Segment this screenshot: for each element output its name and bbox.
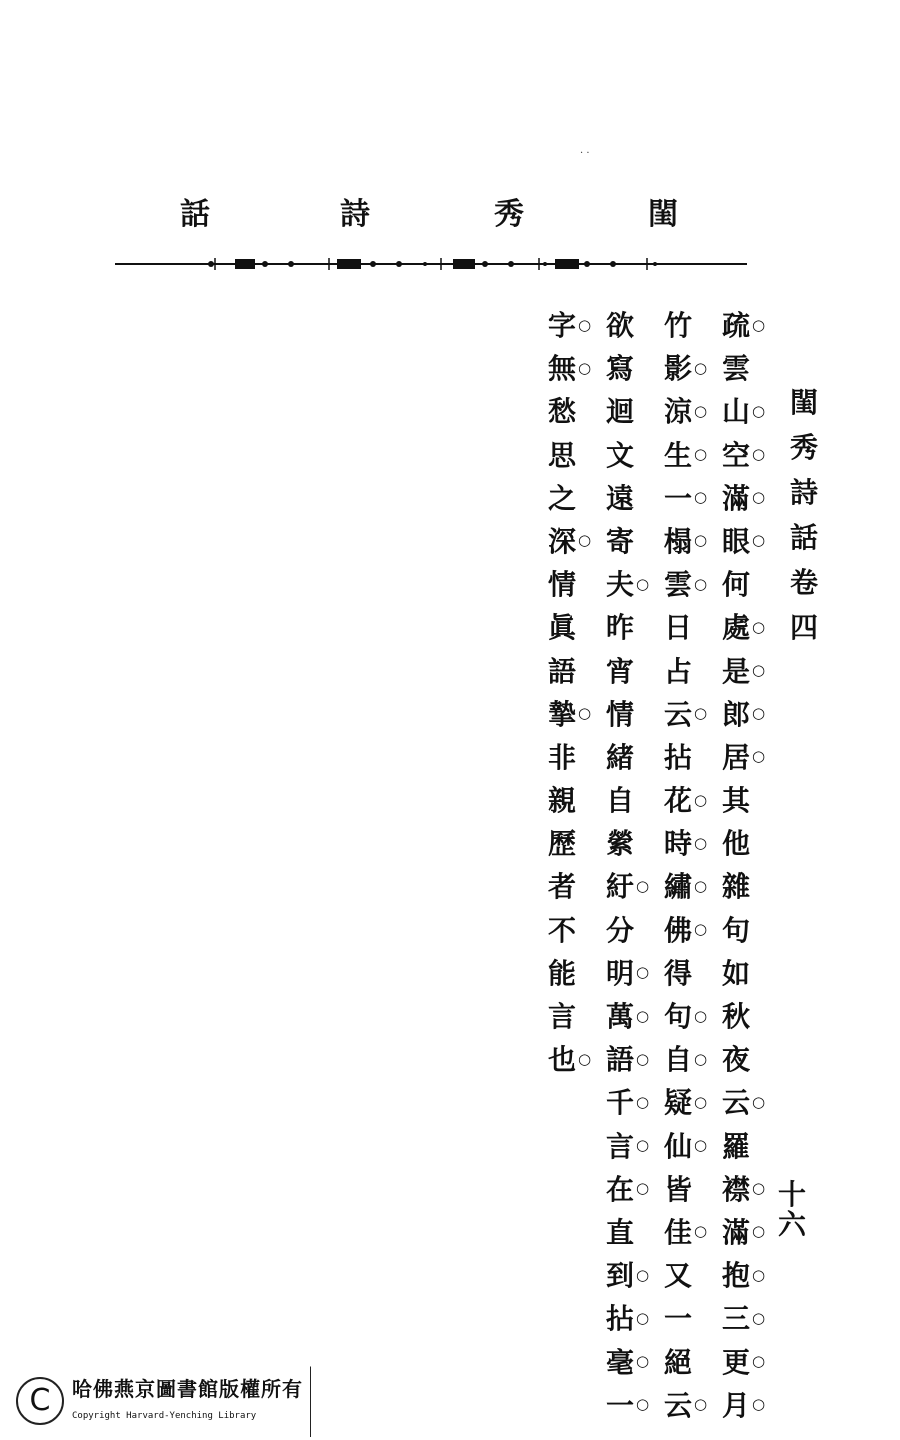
column-char: 榻 ○	[664, 524, 708, 558]
column-char: 疑 ○	[664, 1086, 708, 1120]
column-char: 佳 ○	[664, 1215, 708, 1249]
punctuation-circle-icon: ○	[752, 1179, 766, 1198]
column-char: 月 ○	[722, 1388, 766, 1422]
column-char: 如	[722, 956, 751, 990]
punctuation-circle-icon: ○	[752, 661, 766, 679]
column-char: 字 ○	[548, 309, 592, 342]
punctuation-circle-icon: ○	[636, 1006, 650, 1025]
punctuation-circle-icon: ○	[694, 790, 708, 809]
column-char: 居 ○	[722, 740, 766, 774]
punctuation-circle-icon: ○	[636, 1265, 650, 1284]
punctuation-circle-icon: ○	[752, 704, 766, 723]
column-char: 滿 ○	[722, 1215, 766, 1249]
column-char: 萬 ○	[606, 1000, 650, 1033]
column-char: 空 ○	[722, 438, 766, 472]
column-char: 無 ○	[548, 352, 592, 386]
column-char: 之	[548, 481, 577, 515]
copyright-owner: 哈佛燕京圖書館版權所有	[72, 1377, 303, 1401]
column-char: 者	[548, 870, 577, 904]
punctuation-circle-icon: ○	[752, 315, 766, 334]
copyright-symbol-icon: C	[16, 1377, 64, 1425]
punctuation-circle-icon: ○	[752, 401, 766, 420]
punctuation-circle-icon: ○	[694, 1092, 708, 1111]
punctuation-circle-icon: ○	[578, 1049, 592, 1068]
header-char-1: 話	[180, 197, 210, 232]
column-char: 情	[606, 697, 635, 731]
column-char: 一	[664, 1302, 693, 1336]
copyright-notice: Copyright Harvard-Yenching Library	[72, 1411, 257, 1421]
column-char: 三 ○	[722, 1302, 766, 1336]
volume-label	[790, 380, 818, 650]
punctuation-circle-icon: ○	[694, 401, 708, 420]
column-char: 抱 ○	[722, 1259, 766, 1293]
label-char: 閨	[790, 386, 819, 419]
column-char: 涼 ○	[664, 395, 708, 429]
column-char: 宵	[606, 654, 635, 688]
column-char: 一 ○	[606, 1388, 650, 1422]
column-char: 語 ○	[606, 1043, 650, 1077]
punctuation-circle-icon: ○	[636, 963, 650, 982]
punctuation-circle-icon: ○	[752, 1265, 766, 1284]
column-char: 仙 ○	[664, 1129, 708, 1163]
punctuation-circle-icon: ○	[578, 358, 592, 377]
column-char: 語	[548, 654, 577, 688]
header-char-4: 閨	[648, 197, 678, 232]
column-char: 句	[722, 913, 751, 947]
column-char: 千 ○	[606, 1086, 650, 1120]
punctuation-circle-icon: ○	[752, 1092, 766, 1111]
column-char: 愁	[548, 395, 577, 429]
punctuation-circle-icon: ○	[694, 833, 708, 852]
text-column-2	[664, 304, 707, 1427]
punctuation-circle-icon: ○	[636, 876, 650, 895]
column-char: 雲	[722, 352, 751, 386]
column-char: 皆	[664, 1172, 693, 1206]
punctuation-circle-icon: ○	[578, 704, 592, 723]
punctuation-circle-icon: ○	[694, 574, 708, 593]
column-char: 毫 ○	[606, 1345, 650, 1379]
page-number-char: 六	[778, 1208, 807, 1241]
label-char: 話	[790, 521, 819, 554]
punctuation-circle-icon: ○	[636, 1352, 650, 1370]
label-char: 四	[790, 611, 819, 644]
column-char: 影 ○	[664, 352, 708, 386]
column-char: 襟 ○	[722, 1172, 766, 1206]
punctuation-circle-icon: ○	[752, 747, 766, 766]
page-number	[778, 1180, 806, 1240]
label-char: 卷	[790, 566, 819, 599]
column-char: 拈	[664, 740, 693, 774]
punctuation-circle-icon: ○	[752, 531, 766, 550]
punctuation-circle-icon: ○	[694, 1395, 708, 1414]
punctuation-circle-icon: ○	[636, 1308, 650, 1327]
column-char: 不	[548, 913, 577, 947]
column-char: 分	[606, 913, 635, 947]
column-char: 紆 ○	[606, 870, 650, 904]
column-char: 雲 ○	[664, 568, 708, 602]
punctuation-circle-icon: ○	[694, 876, 708, 895]
column-char: 文	[606, 438, 635, 472]
punctuation-circle-icon: ○	[636, 574, 650, 593]
column-char: 雜	[722, 870, 751, 904]
column-char: 羅	[722, 1129, 751, 1163]
column-char: 山 ○	[722, 395, 766, 429]
column-char: 寄	[606, 524, 635, 558]
column-char: 能	[548, 956, 577, 990]
column-char: 疏 ○	[722, 309, 766, 342]
punctuation-circle-icon: ○	[636, 1092, 650, 1111]
column-char: 繡 ○	[664, 870, 708, 904]
column-char: 寫	[606, 352, 635, 386]
column-char: 云 ○	[664, 1388, 708, 1422]
text-column-1	[722, 304, 765, 1427]
column-char: 花 ○	[664, 784, 708, 818]
column-char: 拈 ○	[606, 1302, 650, 1336]
column-char: 自	[606, 784, 635, 818]
text-column-3	[606, 304, 649, 1427]
page-specks: · ·	[580, 148, 590, 159]
column-char: 滿 ○	[722, 481, 766, 515]
column-char: 他	[722, 827, 751, 861]
column-char: 思	[548, 438, 577, 472]
column-char: 自 ○	[664, 1043, 708, 1077]
column-char: 又	[664, 1259, 693, 1293]
column-char: 到 ○	[606, 1259, 650, 1293]
column-char: 直	[606, 1215, 635, 1249]
punctuation-circle-icon: ○	[694, 704, 708, 723]
column-char: 竹	[664, 309, 693, 342]
column-char: 得	[664, 956, 693, 990]
punctuation-circle-icon: ○	[636, 1395, 650, 1414]
punctuation-circle-icon: ○	[636, 1179, 650, 1198]
column-char: 眼 ○	[722, 524, 766, 558]
column-char: 秋	[722, 1000, 751, 1033]
header-ornament-rule	[115, 256, 747, 272]
column-char: 生 ○	[664, 438, 708, 472]
column-char: 日	[664, 611, 693, 645]
header-char-3: 秀	[494, 197, 524, 232]
column-char: 遠	[606, 481, 635, 515]
punctuation-circle-icon: ○	[694, 1222, 708, 1241]
punctuation-circle-icon: ○	[752, 488, 766, 507]
punctuation-circle-icon: ○	[694, 531, 708, 550]
copyright-stamp	[12, 1366, 311, 1437]
column-char: 夜	[722, 1043, 751, 1077]
punctuation-circle-icon: ○	[694, 1006, 708, 1025]
column-char: 郎 ○	[722, 697, 766, 731]
punctuation-circle-icon: ○	[752, 1308, 766, 1327]
column-char: 縈	[606, 827, 635, 861]
column-char: 非	[548, 740, 577, 774]
column-char: 眞	[548, 611, 577, 645]
column-char: 佛 ○	[664, 913, 708, 947]
column-char: 迴	[606, 395, 635, 429]
punctuation-circle-icon: ○	[694, 1049, 708, 1068]
punctuation-circle-icon: ○	[636, 1049, 650, 1068]
column-char: 在 ○	[606, 1172, 650, 1206]
column-char: 歷	[548, 827, 577, 861]
column-char: 處 ○	[722, 611, 766, 645]
column-char: 何	[722, 568, 751, 602]
column-char: 句 ○	[664, 1000, 708, 1033]
column-char: 昨	[606, 611, 635, 645]
column-char: 言	[548, 1000, 577, 1033]
column-char: 時 ○	[664, 827, 708, 861]
punctuation-circle-icon: ○	[752, 1222, 766, 1241]
column-char: 欲	[606, 309, 635, 342]
punctuation-circle-icon: ○	[578, 531, 592, 550]
column-char: 緒	[606, 740, 635, 774]
column-char: 深 ○	[548, 524, 592, 558]
column-char: 是 ○	[722, 654, 766, 688]
column-char: 親	[548, 784, 577, 818]
column-char: 一 ○	[664, 481, 708, 515]
column-char: 言 ○	[606, 1129, 650, 1163]
punctuation-circle-icon: ○	[694, 445, 708, 464]
text-column-4	[548, 304, 591, 1081]
column-char: 摯 ○	[548, 697, 592, 731]
punctuation-circle-icon: ○	[752, 1352, 766, 1370]
column-char: 占	[664, 654, 693, 688]
column-char: 夫 ○	[606, 568, 650, 602]
punctuation-circle-icon: ○	[694, 488, 708, 507]
page-number-char: 十	[778, 1178, 807, 1211]
punctuation-circle-icon: ○	[752, 1395, 766, 1414]
punctuation-circle-icon: ○	[694, 920, 708, 939]
header-char-2: 詩	[340, 197, 370, 232]
punctuation-circle-icon: ○	[694, 1136, 708, 1155]
column-char: 云 ○	[722, 1086, 766, 1120]
column-char: 也 ○	[548, 1043, 592, 1077]
label-char: 秀	[790, 431, 819, 464]
label-char: 詩	[790, 476, 819, 509]
punctuation-circle-icon: ○	[578, 315, 592, 334]
column-char: 明 ○	[606, 956, 650, 990]
punctuation-circle-icon: ○	[752, 617, 766, 636]
column-char: 絕	[664, 1345, 693, 1379]
punctuation-circle-icon: ○	[694, 358, 708, 377]
column-char: 情	[548, 568, 577, 602]
column-char: 更 ○	[722, 1345, 766, 1379]
punctuation-circle-icon: ○	[636, 1136, 650, 1155]
column-char: 其	[722, 784, 751, 818]
punctuation-circle-icon: ○	[752, 445, 766, 464]
column-char: 云 ○	[664, 697, 708, 731]
